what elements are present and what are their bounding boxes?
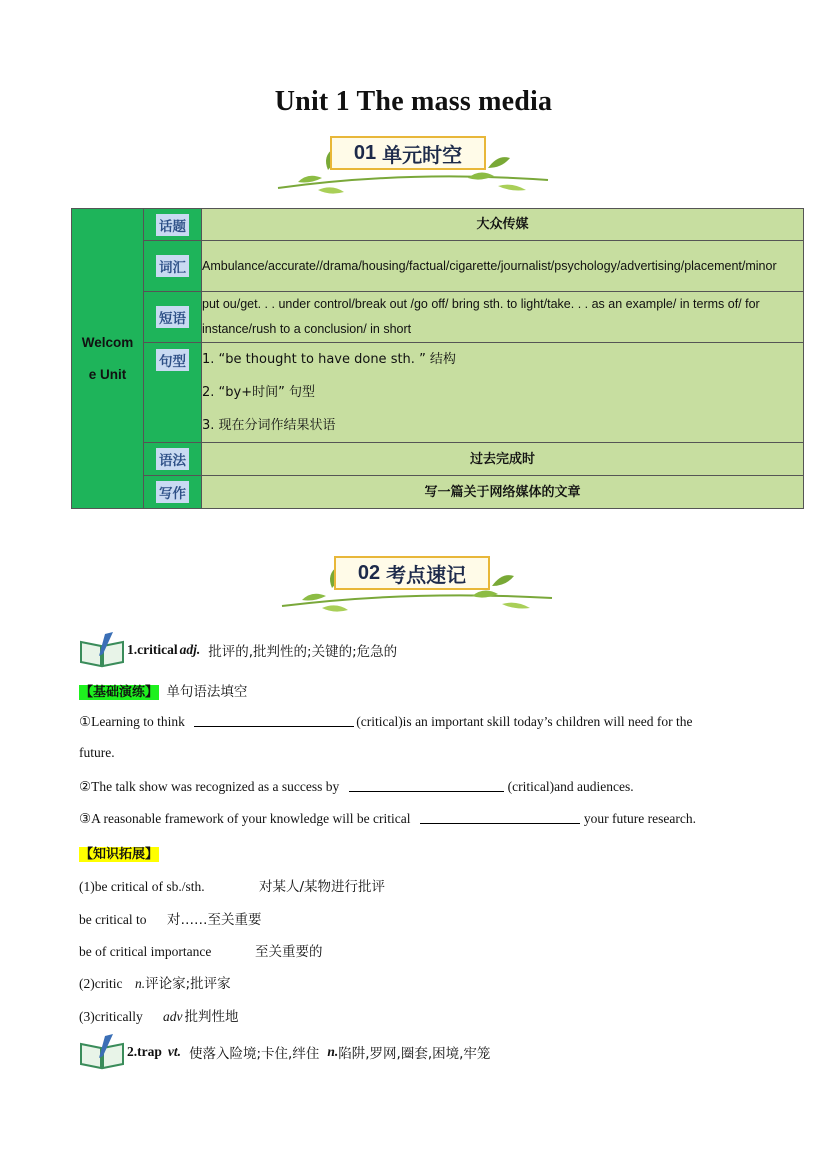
category-label: 写作 bbox=[156, 481, 189, 503]
category-cell bbox=[144, 343, 202, 443]
question-text: your future research. bbox=[583, 811, 696, 826]
answer-blank[interactable] bbox=[420, 810, 580, 824]
answer-blank[interactable] bbox=[349, 778, 504, 792]
part-of-speech: n. bbox=[327, 1044, 339, 1059]
section-banner-2 bbox=[262, 550, 562, 620]
part-of-speech: adv bbox=[163, 1009, 183, 1024]
extension-item bbox=[79, 1005, 239, 1025]
vocab-entry bbox=[79, 632, 397, 668]
extension-item bbox=[79, 940, 323, 960]
headword-meaning: 使落入险境;卡住,绊住 bbox=[189, 1046, 320, 1062]
page-title: Unit 1 The mass media bbox=[274, 86, 553, 117]
content-cell bbox=[202, 343, 804, 443]
practice-tag: 【基础演练】 bbox=[80, 685, 159, 700]
category-label: 短语 bbox=[156, 306, 189, 328]
question-text: ③A reasonable framework of your knowledge will be critical bbox=[79, 811, 411, 826]
question-1 bbox=[79, 713, 693, 730]
category-label: 词汇 bbox=[156, 255, 189, 277]
practice-title: 单句语法填空 bbox=[166, 684, 248, 700]
headword-meaning: 陷阱,罗网,圈套,困境,牢笼 bbox=[338, 1046, 491, 1062]
phrase: (1)be critical of sb./sth. bbox=[79, 879, 205, 894]
phrase-meaning: 对某人/某物进行批评 bbox=[259, 879, 386, 895]
headword: 2.trap bbox=[127, 1044, 162, 1059]
question-text: (critical)is an important skill today’s children will need for the bbox=[356, 714, 693, 729]
part-of-speech: adj. bbox=[179, 642, 201, 657]
category-cell bbox=[144, 241, 202, 292]
extension-item bbox=[79, 972, 231, 992]
part-of-speech: n. bbox=[135, 976, 146, 991]
sentence-pattern: 2. “by+时间” 句型 bbox=[202, 385, 315, 400]
book-pencil-icon bbox=[79, 1034, 125, 1070]
extension-tag: 【知识拓展】 bbox=[80, 847, 159, 862]
part-of-speech: vt. bbox=[167, 1044, 181, 1059]
book-pencil-icon bbox=[79, 632, 125, 668]
category-label: 句型 bbox=[156, 349, 189, 371]
section-banner-box bbox=[330, 136, 486, 170]
phrase: be of critical importance bbox=[79, 944, 212, 959]
extension-heading bbox=[79, 843, 159, 862]
extension-item bbox=[79, 908, 262, 928]
section-banner-box bbox=[334, 556, 490, 590]
phrase: (3)critically bbox=[79, 1009, 143, 1024]
headword: 1.critical bbox=[127, 642, 178, 657]
answer-blank[interactable] bbox=[194, 713, 354, 727]
section-banner-1 bbox=[258, 130, 558, 200]
vocab-entry bbox=[79, 1034, 490, 1070]
category-label: 话题 bbox=[156, 214, 189, 236]
question-2 bbox=[79, 778, 634, 795]
phrase: be critical to bbox=[79, 912, 147, 927]
sentence-pattern: 1. “be thought to have done sth. ” 结构 bbox=[202, 352, 456, 367]
question-1-cont: future. bbox=[79, 745, 115, 760]
section-number: 02 bbox=[357, 561, 381, 584]
unit-overview-table bbox=[71, 208, 804, 509]
sentence-pattern: 3. 现在分词作结果状语 bbox=[202, 418, 336, 433]
unit-name: Welcome Unit bbox=[81, 334, 134, 382]
category-cell bbox=[144, 443, 202, 476]
phrase-meaning: 至关重要的 bbox=[255, 944, 323, 960]
practice-heading bbox=[79, 680, 247, 700]
content-cell: Ambulance/accurate//drama/housing/factual/cigarette/journalist/psychology/advertising/placement/minor bbox=[202, 241, 804, 292]
category-cell bbox=[144, 209, 202, 241]
section-number: 01 bbox=[353, 141, 377, 164]
content-cell: 写一篇关于网络媒体的文章 bbox=[202, 476, 804, 509]
phrase-meaning: 批判性地 bbox=[184, 1009, 239, 1025]
section-label: 考点速记 bbox=[386, 562, 467, 587]
phrase-meaning: 评论家;批评家 bbox=[145, 976, 231, 992]
unit-name-cell bbox=[72, 209, 144, 509]
content-cell: 过去完成时 bbox=[202, 443, 804, 476]
extension-item bbox=[79, 875, 385, 895]
phrase: (2)critic bbox=[79, 976, 123, 991]
content-cell: put ou/get. . . under control/break out /go off/ bring sth. to light/take. . . as an example/ in terms of/ for instance/rush to a conclusion/ in short bbox=[202, 292, 804, 343]
section-label: 单元时空 bbox=[382, 142, 463, 167]
question-text: ②The talk show was recognized as a success by bbox=[79, 779, 340, 794]
category-label: 语法 bbox=[156, 448, 189, 470]
category-cell bbox=[144, 292, 202, 343]
question-text: (critical)and audiences. bbox=[507, 779, 634, 794]
headword-meaning: 批评的,批判性的;关键的;危急的 bbox=[208, 644, 398, 660]
phrase-meaning: 对……至关重要 bbox=[167, 912, 262, 928]
question-3 bbox=[79, 810, 696, 827]
question-text: ①Learning to think bbox=[79, 714, 185, 729]
category-cell bbox=[144, 476, 202, 509]
content-cell: 大众传媒 bbox=[202, 209, 804, 241]
